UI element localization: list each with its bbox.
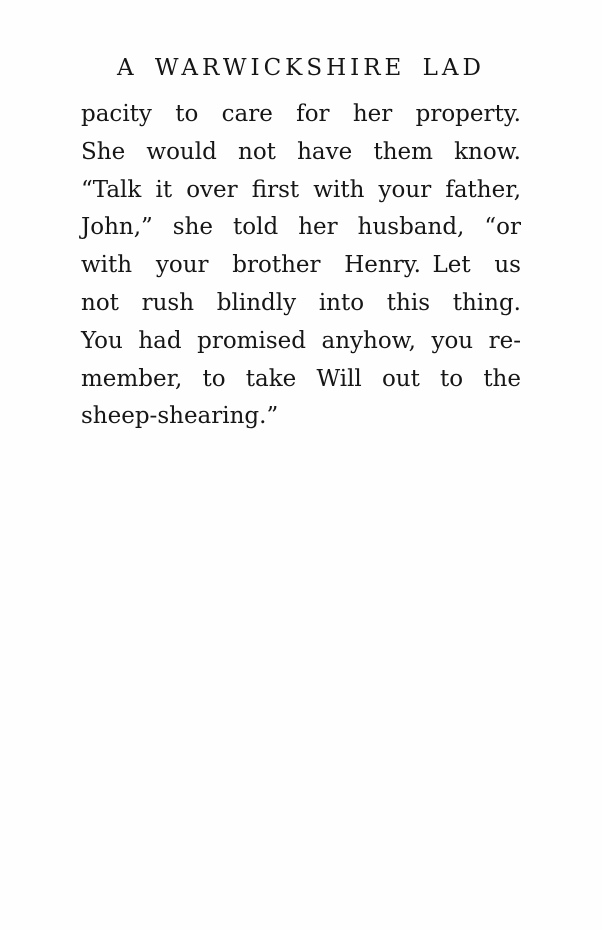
body-line: not rush blindly into this thing. [81,289,521,316]
body-line: pacity to care for her property. [81,101,521,127]
body-line: You had promised anyhow, you re- [81,327,521,354]
body-line: member, to take Will out to the [81,365,521,392]
body-line: “Talk it over first with your father, [81,176,521,203]
body-line: with your brother Henry. Let us [81,252,521,279]
body-line: She would not have them know. [81,138,521,165]
body-text-block [81,96,521,436]
page-header: A WARWICKSHIRE LAD [117,55,485,81]
body-line: sheep-shearing.” [81,403,279,430]
body-line: John,” she told her husband, “or [81,214,521,241]
